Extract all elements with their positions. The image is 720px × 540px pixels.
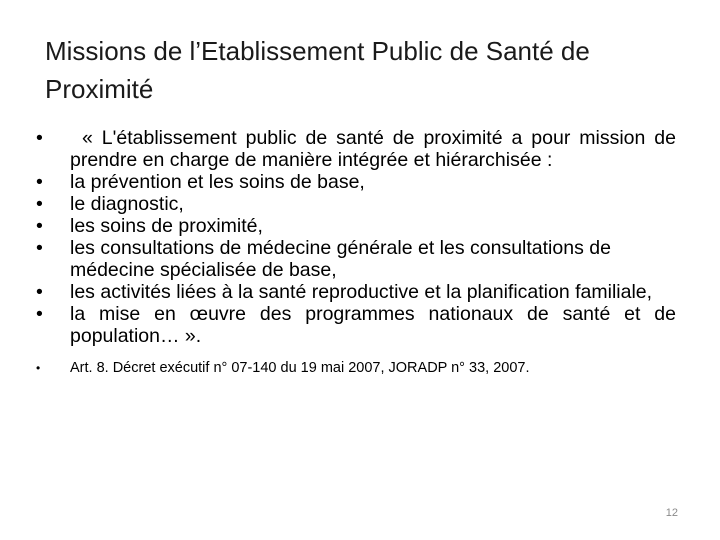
slide-number: 12	[665, 507, 678, 519]
bullet-text: les activités liées à la santé reproductive et la planification familiale,	[70, 281, 653, 303]
bullet-sante-reproductive	[36, 281, 676, 303]
bullet-soins-proximite	[36, 215, 676, 237]
slide-title: Missions de l’Etablissement Public de Santé de Proximité	[45, 36, 590, 104]
bullet-intro	[36, 127, 676, 171]
bullet-marker: •	[36, 193, 43, 215]
bullet-text: les soins de proximité,	[70, 215, 263, 237]
bullet-consultations	[36, 237, 676, 281]
bullet-marker: •	[36, 215, 43, 237]
bullet-text: le diagnostic,	[70, 193, 184, 215]
bullet-marker: •	[36, 127, 43, 149]
bullet-text: « L'établissement public de santé de proximité a pour mission de prendre en charge de manière intégrée et hiérarchisée :	[70, 127, 676, 171]
bullet-marker: •	[36, 281, 43, 303]
bullet-text: la mise en œuvre des programmes nationaux de santé et de population… ».	[70, 303, 676, 347]
bullet-list	[36, 127, 676, 377]
bullet-marker: •	[36, 237, 43, 259]
bullet-diagnostic	[36, 193, 676, 215]
bullet-programmes-nationaux	[36, 303, 676, 347]
bullet-text: la prévention et les soins de base,	[70, 171, 365, 193]
bullet-prevention	[36, 171, 676, 193]
bullet-marker: •	[36, 171, 43, 193]
bullet-reference	[36, 359, 676, 377]
bullet-marker: •	[36, 361, 41, 375]
bullet-text: les consultations de médecine générale et les consultations de médecine spécialisée de base,	[70, 237, 611, 281]
bullet-marker: •	[36, 303, 43, 325]
reference-text: Art. 8. Décret exécutif n° 07-140 du 19 mai 2007, JORADP n° 33, 2007.	[70, 360, 530, 376]
